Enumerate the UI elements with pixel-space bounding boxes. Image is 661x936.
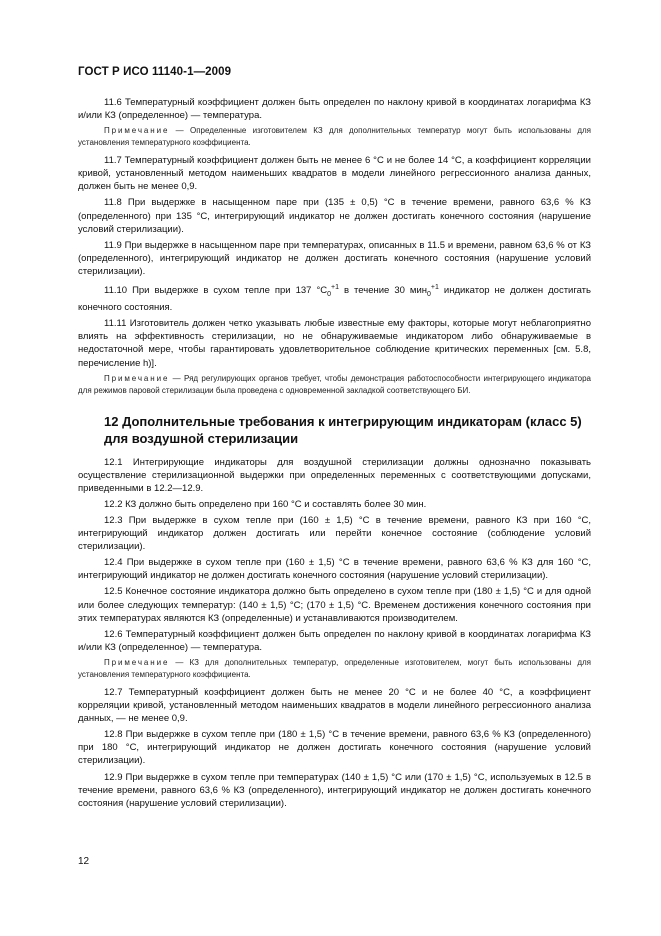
heading-line-1: 12 Дополнительные требования к интегрирующим индикаторам (класс 5) [104,413,582,429]
paragraph-11-7: 11.7 Температурный коэффициент должен быть не менее 6 °С и не более 14 °С, а коэффициент корреляции кривой, установленный методом наименьших квадратов в модели линейного регрессионного анализа данных, должен быть не менее 0,9. [78,155,591,193]
note-1 [78,125,591,149]
paragraph-11-10-part-a: 11.10 При выдержке в сухом тепле при 137 °С [104,285,328,297]
paragraph-12-3: 12.3 При выдержке в сухом тепле при (160 ± 1,5) °С в течение времени, равного КЗ при 160 °С, интегрирующий индикатор должен достигать или перейти конечное состояние (соблюдение условий стерилизации). [78,515,591,553]
paragraph-12-5: 12.5 Конечное состояние индикатора должно быть определено в сухом тепле при (180 ± 1,5) °С и для одной или более следующих температур: (140 ± 1,5) °С; (170 ± 1,5) °С. Временем достижения конечного состояния при этих температурах являются КЗ (определенные) и устанавливаются производителем. [78,586,591,624]
note-3 [78,657,591,681]
paragraph-12-1: 12.1 Интегрирующие индикаторы для воздушной стерилизации должны однозначно показывать осуществление стерилизационной выдержки при определенных переменных с соответствующими допусками, приведенными в 12.2—12.9. [78,456,591,494]
paragraph-12-6: 12.6 Температурный коэффициент должен быть определен по наклону кривой в координатах логарифма КЗ и/или КЗ (определенное) — температура. [78,628,591,653]
document-body [78,96,591,813]
paragraph-11-8: 11.8 При выдержке в насыщенном паре при (135 ± 0,5) °С в течение времени, равного 63,6 % КЗ (определенного) при 135 °С, интегрирующий индикатор не должен достигать конечного состояния (нарушение условий стерилизации). [78,197,591,235]
paragraph-12-9: 12.9 При выдержке в сухом тепле при температурах (140 ± 1,5) °С или (170 ± 1,5) °С, используемых в 12.5 в течение времени, равного 63,6 % КЗ (определенного), интегрирующий индикатор не должен достигать конечного состояния (нарушение условий стерилизации). [78,771,591,809]
note-text: — КЗ для дополнительных температур, определенные изготовителем, могут быть использованы для установления температурного коэффициента. [78,657,591,679]
paragraph-12-8: 12.8 При выдержке в сухом тепле при (180 ± 1,5) °С в течение времени, равного 63,6 % КЗ (определенного) при 180 °С, интегрирующий индикатор не должен достигать конечного состояния (нарушение условий стерилизации). [78,729,591,767]
paragraph-11-10-part-c: индикатор не должен достигать конечного состояния. [78,285,591,314]
paragraph-11-9: 11.9 При выдержке в насыщенном паре при температурах, описанных в 11.5 и времени, равном 63,6 % от КЗ (определенного), интегрирующий индикатор не должен достигать конечного состояния (нарушение условий стерилизации). [78,239,591,277]
paragraph-11-10-part-b: в течение 30 мин [339,285,427,297]
subscript: 0 [327,291,332,299]
subscript: 0 [427,291,431,299]
paragraph-11-6: 11.6 Температурный коэффициент должен быть определен по наклону кривой в координатах логарифма КЗ и/или КЗ (определенное) — температура. [78,97,591,122]
paragraph-12-7: 12.7 Температурный коэффициент должен быть не менее 20 °С и не более 40 °С, а коэффициент корреляции кривой, установленный методом наименьших квадратов в модели линейного регрессионного анализа данных, — не менее 0,9. [78,686,591,725]
heading-line-2: для воздушной стерилизации [104,430,299,446]
note-label: Примечание [104,657,170,667]
paragraph-11-11: 11.11 Изготовитель должен четко указывать любые известные ему факторы, которые могут неблагоприятно влиять на эффективность стерилизации, но не обнаруживаемые индикатором либо обнаруживаемые в недостаточной мере, чтобы гарантировать удовлетворительное соблюдение критических переменных [см. 5.8, перечисление h)]. [78,318,591,369]
note-label: Примечание [104,126,170,136]
superscript: +1 [430,284,439,292]
paragraph-12-2: 12.2 КЗ должно быть определено при 160 °С и составлять более 30 мин. [104,498,427,510]
paragraph-12-4: 12.4 При выдержке в сухом тепле при (160 ± 1,5) °С в течение времени, равного 63,6 % КЗ для 160 °С, интегрирующий индикатор не должен достигать конечного состояния (нарушение условий стерилизации). [78,557,591,582]
note-text: — Ряд регулирующих органов требует, чтобы демонстрация работоспособности интегрирующего индикатора для режимов паровой стерилизации была проведена с одновременной закладкой соответствующего БИ. [78,373,591,395]
superscript: +1 [331,284,340,292]
section-12-heading [78,413,591,447]
note-text: — Определенные изготовителем КЗ для дополнительных температур могут быть использованы для установления температурного коэффициента. [78,126,591,148]
paragraph-11-10 [78,281,591,314]
document-header: ГОСТ Р ИСО 11140-1—2009 [78,66,232,78]
note-label: Примечание [104,373,170,383]
note-2 [78,373,591,397]
page-number: 12 [78,856,90,867]
